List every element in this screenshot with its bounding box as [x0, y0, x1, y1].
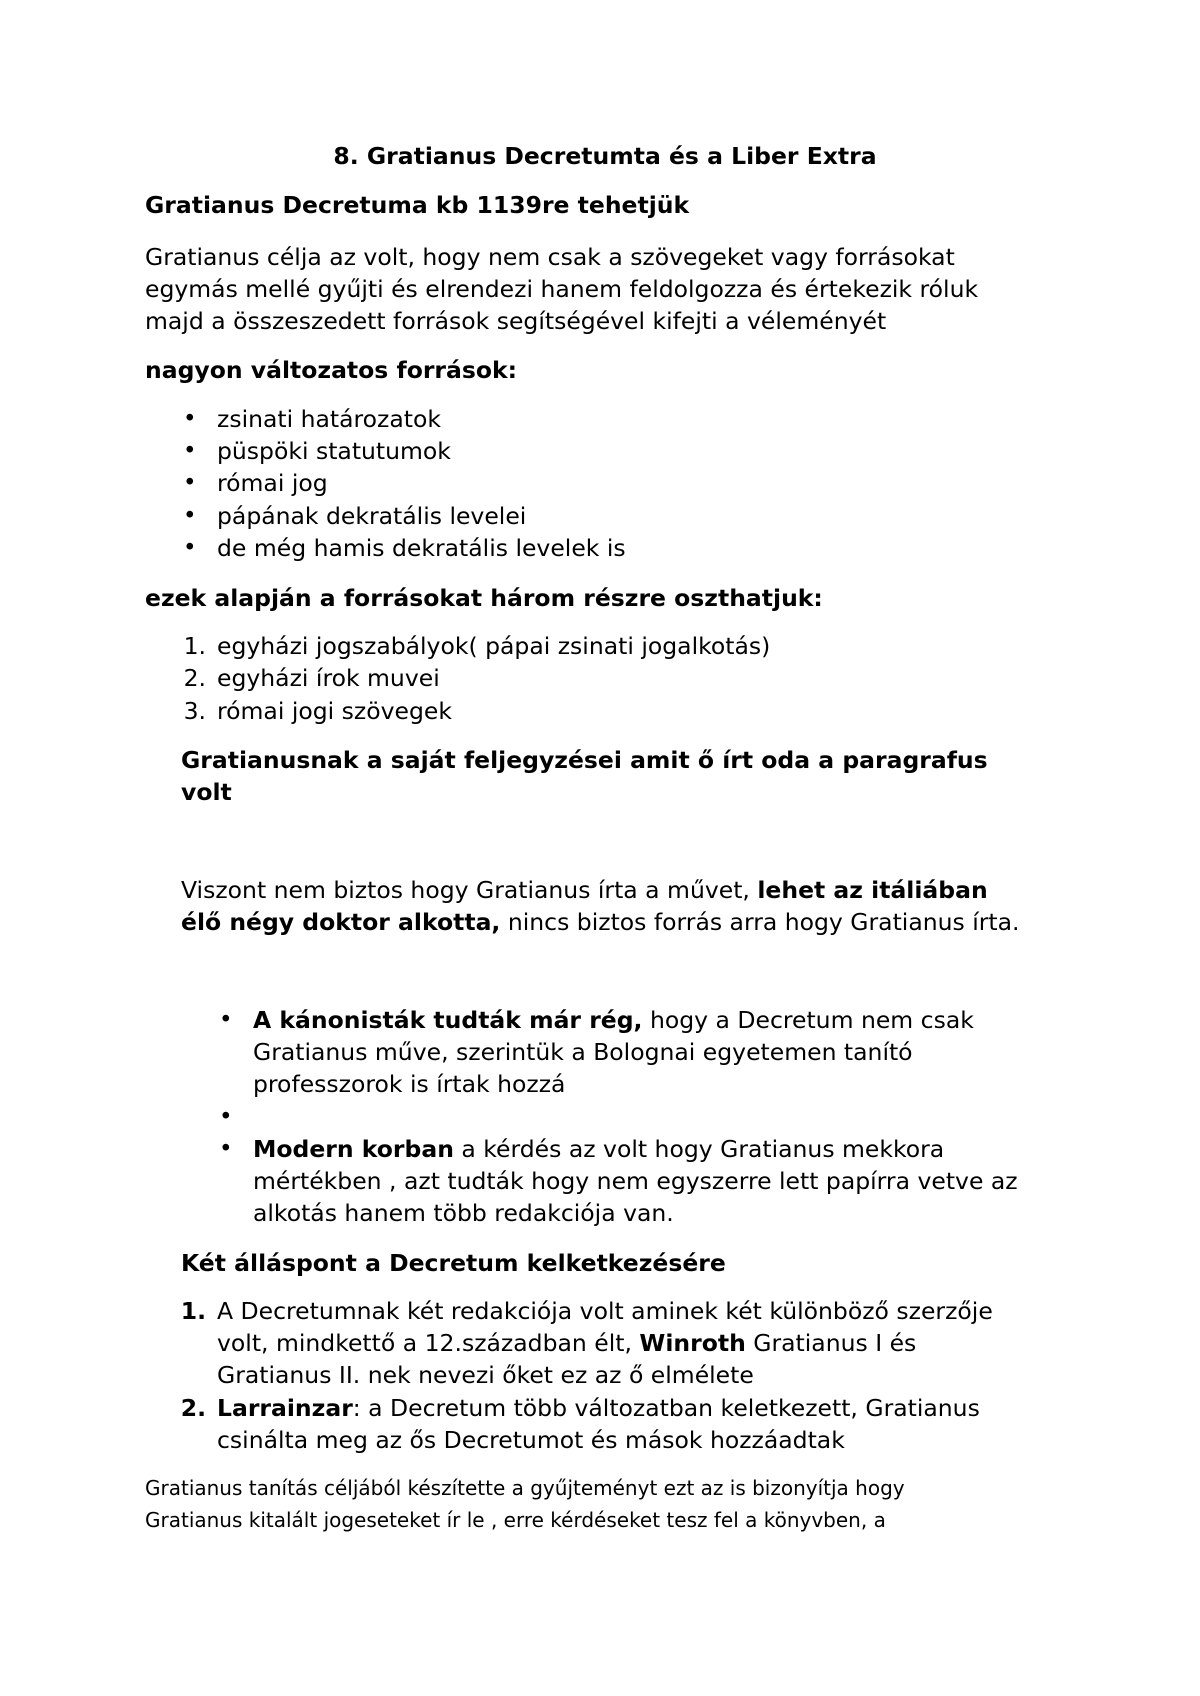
view-bold: Winroth: [639, 1329, 746, 1357]
bullet-icon: •: [183, 535, 197, 561]
list-item: egyházi írok muvei: [217, 664, 440, 692]
sources-heading: nagyon változatos források:: [145, 356, 518, 384]
list-item: [253, 1004, 974, 1036]
list-item-continuation: mértékben , azt tudták hogy nem egyszerre lett papírra vetve az: [253, 1167, 1018, 1195]
views-heading: Két álláspont a Decretum kelketkezésére: [181, 1249, 726, 1277]
point-bold: A kánonisták tudták már rég,: [253, 1006, 643, 1034]
intro-line: majd a összeszedett források segítségével kifejti a véleményét: [145, 307, 887, 335]
footer-para-line: Gratianus kitalált jogeseteket ír le , erre kérdéseket tesz fel a könyvben, a: [145, 1508, 886, 1532]
bullet-icon: •: [219, 1104, 233, 1130]
list-item-continuation: csinálta meg az ős Decretumot és mások hozzáadtak: [217, 1426, 845, 1454]
list-item: egyházi jogszabályok( pápai zsinati jogalkotás): [217, 632, 771, 660]
intro-line: egymás mellé gyűjti és elrendezi hanem feldolgozza és értekezik róluk: [145, 275, 979, 303]
subtitle: Gratianus Decretuma kb 1139re tehetjük: [145, 191, 690, 219]
list-number: 3.: [183, 697, 206, 725]
view-text: Gratianus I és: [745, 1329, 917, 1357]
list-number: 1.: [180, 1297, 206, 1325]
notes-heading-line: Gratianusnak a saját feljegyzései amit ő írt oda a paragrafus: [181, 746, 988, 774]
author-bold: lehet az itáliában: [757, 876, 988, 904]
list-item: [217, 1392, 980, 1424]
author-bold: élő négy doktor alkotta,: [181, 908, 501, 936]
list-item-continuation: [217, 1327, 916, 1359]
point-text: a kérdés az volt hogy Gratianus mekkora: [453, 1135, 945, 1163]
page-title: 8. Gratianus Decretumta és a Liber Extra: [333, 142, 877, 170]
list-item: zsinati határozatok: [217, 405, 441, 433]
list-item: római jog: [217, 469, 328, 497]
bullet-icon: •: [183, 503, 197, 529]
point-bold: Modern korban: [253, 1135, 454, 1163]
view-text: volt, mindkettő a 12.században élt,: [217, 1329, 640, 1357]
author-para-line: [181, 906, 1020, 938]
list-number: 1.: [183, 632, 206, 660]
list-item: [253, 1133, 944, 1165]
bullet-icon: •: [183, 470, 197, 496]
list-number: 2.: [180, 1394, 206, 1422]
list-item-continuation: Gratianus II. nek nevezi őket ez az ő elmélete: [217, 1361, 754, 1389]
author-text: Viszont nem biztos hogy Gratianus írta a művet,: [181, 876, 758, 904]
list-item-continuation: professzorok is írtak hozzá: [253, 1070, 566, 1098]
list-item-continuation: Gratianus műve, szerintük a Bolognai egyetemen tanító: [253, 1038, 913, 1066]
list-item: pápának dekratális levelei: [217, 502, 527, 530]
list-item-continuation: alkotás hanem több redakciója van.: [253, 1199, 674, 1227]
author-text: nincs biztos forrás arra hogy Gratianus írta.: [500, 908, 1020, 936]
list-item: de még hamis dekratális levelek is: [217, 534, 626, 562]
notes-heading-line: volt: [181, 778, 232, 806]
list-item: püspöki statutumok: [217, 437, 451, 465]
bullet-icon: •: [219, 1136, 233, 1162]
view-bold: Larrainzar: [217, 1394, 353, 1422]
footer-para-line: Gratianus tanítás céljából készítette a gyűjteményt ezt az is bizonyítja hogy: [145, 1476, 905, 1500]
intro-line: Gratianus célja az volt, hogy nem csak a szövegeket vagy forrásokat: [145, 243, 955, 271]
list-item: A Decretumnak két redakciója volt aminek két különböző szerzője: [217, 1297, 993, 1325]
list-item: római jogi szövegek: [217, 697, 452, 725]
bullet-icon: •: [183, 406, 197, 432]
view-text: : a Decretum több változatban keletkezett, Gratianus: [352, 1394, 980, 1422]
division-heading: ezek alapján a forrásokat három részre oszthatjuk:: [145, 584, 823, 612]
list-number: 2.: [183, 664, 206, 692]
author-para-line: [181, 874, 988, 906]
point-text: hogy a Decretum nem csak: [642, 1006, 974, 1034]
bullet-icon: •: [183, 438, 197, 464]
bullet-icon: •: [219, 1007, 233, 1033]
